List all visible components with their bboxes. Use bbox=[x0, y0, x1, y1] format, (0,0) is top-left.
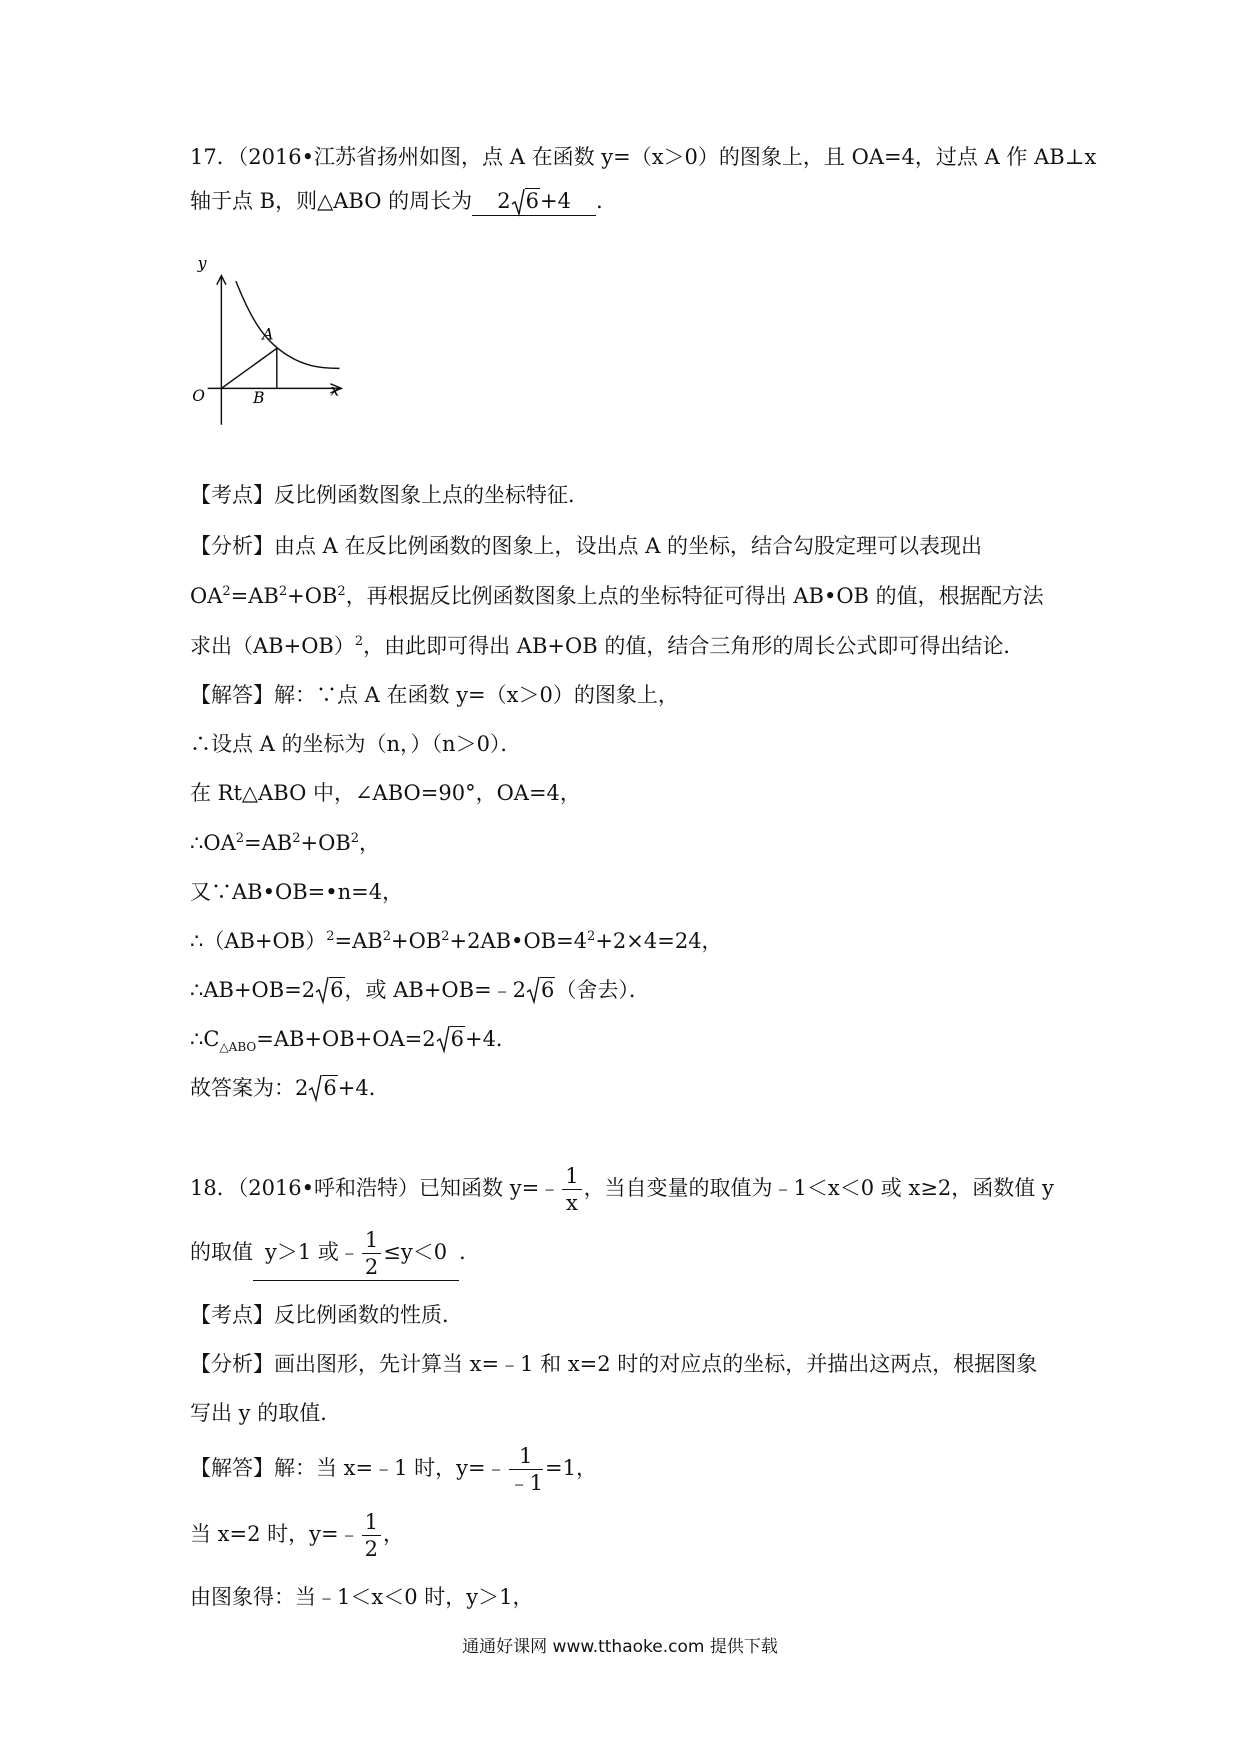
sqrt bbox=[526, 975, 555, 1005]
problem-17-jieda-line8 bbox=[190, 1024, 517, 1054]
answer-blank bbox=[472, 187, 596, 216]
denominator: x bbox=[565, 1191, 578, 1215]
fraction bbox=[562, 1163, 581, 1216]
point-b-label: B bbox=[253, 388, 265, 407]
numerator: 1 bbox=[562, 1163, 581, 1190]
text: ∴AB+OB=2 bbox=[190, 978, 316, 1002]
answer-constant: +4 bbox=[540, 189, 571, 213]
origin-label: O bbox=[192, 387, 205, 406]
sqrt bbox=[511, 187, 540, 215]
text: 的取值 bbox=[190, 1240, 253, 1264]
radicand: 6 bbox=[330, 978, 344, 1002]
text: ∴C bbox=[190, 1027, 220, 1051]
radicand: 6 bbox=[323, 1076, 337, 1100]
function-graph bbox=[185, 252, 385, 452]
sqrt bbox=[436, 1024, 465, 1054]
numerator: 1 bbox=[362, 1227, 381, 1254]
radical-sign-icon bbox=[526, 975, 540, 1005]
text: 当 x=2 时，y=﹣ bbox=[190, 1522, 360, 1546]
exponent: 2 bbox=[292, 831, 301, 846]
problem-18-fenxi-line2: 写出 y 的取值． bbox=[190, 1401, 342, 1425]
exponent: 2 bbox=[235, 831, 245, 846]
problem-17-fenxi-line2 bbox=[190, 581, 1044, 611]
text: =1， bbox=[544, 1456, 597, 1480]
point-a-label: A bbox=[262, 325, 274, 344]
text: ，再根据反比例函数图象上点的坐标特征可得出 AB•OB 的值，根据配方法 bbox=[345, 584, 1044, 608]
radicand: 6 bbox=[525, 189, 540, 213]
problem-17-jieda-line7 bbox=[190, 975, 650, 1005]
problem-17-jieda-line6 bbox=[190, 926, 723, 956]
text: ， bbox=[383, 1522, 404, 1546]
problem-17-jieda-line1: 【解答】解：∵点 A 在函数 y=（x＞0）的图象上， bbox=[190, 683, 679, 707]
text: ≤y＜0 bbox=[383, 1240, 448, 1264]
exponent: 2 bbox=[278, 584, 288, 599]
stem-text: 轴于点 B，则△ABO 的周长为 bbox=[190, 189, 473, 213]
segment-oa bbox=[221, 348, 276, 388]
subscript: △ABO bbox=[219, 1040, 257, 1054]
text: y＞1 或﹣ bbox=[265, 1240, 360, 1264]
x-axis-label: x bbox=[330, 381, 340, 400]
problem-17-jieda-line9 bbox=[190, 1073, 390, 1103]
denominator: 2 bbox=[364, 1255, 379, 1279]
text: ， bbox=[359, 831, 381, 855]
exponent: 2 bbox=[326, 929, 335, 944]
exponent: 2 bbox=[222, 584, 231, 599]
text: ，或 AB+OB=﹣2 bbox=[344, 978, 527, 1002]
text: +2AB•OB=4 bbox=[449, 929, 588, 953]
exponent: 2 bbox=[382, 929, 391, 944]
text: 故答案为：2 bbox=[190, 1076, 309, 1100]
exponent: 2 bbox=[350, 831, 360, 846]
numerator: 1 bbox=[509, 1443, 543, 1470]
y-axis-label: y bbox=[197, 254, 207, 273]
problem-17-kaodian: 【考点】反比例函数图象上点的坐标特征． bbox=[190, 483, 589, 507]
problem-18-fenxi-line1: 【分析】画出图形，先计算当 x=﹣1 和 x=2 时的对应点的坐标，并描出这两点，根据图象 bbox=[190, 1352, 1038, 1376]
text: 求出（AB+OB） bbox=[190, 634, 355, 658]
problem-18-stem-line1 bbox=[190, 1160, 1054, 1216]
text: ∴OA bbox=[190, 831, 236, 855]
problem-18-kaodian: 【考点】反比例函数的性质． bbox=[190, 1303, 463, 1327]
radical-sign-icon bbox=[308, 1073, 322, 1103]
exponent: 2 bbox=[441, 929, 450, 944]
problem-17-jieda-line3: 在 Rt△ABO 中，∠ABO=90°，OA=4， bbox=[190, 781, 581, 805]
sqrt bbox=[315, 975, 344, 1005]
exponent: 2 bbox=[354, 634, 364, 649]
exponent: 2 bbox=[337, 584, 346, 599]
text: （舍去）． bbox=[555, 978, 650, 1002]
text: 18．（2016•呼和浩特）已知函数 y=﹣ bbox=[190, 1176, 561, 1200]
text: =AB bbox=[244, 831, 293, 855]
text: +2×4=24， bbox=[595, 929, 723, 953]
numerator: 1 bbox=[362, 1509, 381, 1536]
stem-end: ． bbox=[596, 189, 618, 213]
problem-17-jieda-line2: ∴设点 A 的坐标为（n，）（n＞0）． bbox=[190, 732, 522, 756]
denominator: ﹣1 bbox=[508, 1471, 543, 1495]
problem-17-fenxi-line1: 【分析】由点 A 在反比例函数的图象上，设出点 A 的坐标，结合勾股定理可以表现出 bbox=[190, 534, 983, 558]
text: ，由此即可得出 AB+OB 的值，结合三角形的周长公式即可得出结论． bbox=[363, 634, 1025, 658]
text: +4． bbox=[337, 1076, 390, 1100]
text: =AB bbox=[230, 584, 279, 608]
problem-18-stem-line2 bbox=[190, 1224, 480, 1281]
sqrt bbox=[308, 1073, 337, 1103]
text: OA bbox=[190, 584, 223, 608]
problem-17-fenxi-line3 bbox=[190, 631, 1024, 661]
text: =AB bbox=[334, 929, 383, 953]
text: ，当自变量的取值为﹣1＜x＜0 或 x≥2，函数值 y bbox=[583, 1176, 1054, 1200]
denominator: 2 bbox=[364, 1537, 378, 1561]
problem-18-jieda-line3: 由图象得：当﹣1＜x＜0 时，y＞1， bbox=[190, 1585, 534, 1609]
text: +OB bbox=[287, 584, 338, 608]
text: +OB bbox=[300, 831, 351, 855]
answer-coefficient: 2 bbox=[497, 189, 511, 213]
radical-sign-icon bbox=[315, 975, 329, 1005]
footer-watermark: 通通好课网 www.tthaoke.com 提供下载 bbox=[462, 1637, 778, 1657]
text: 【解答】解：当 x=﹣1 时，y=﹣ bbox=[190, 1456, 507, 1480]
problem-17-jieda-line5: 又∵AB•OB=•n=4， bbox=[190, 880, 404, 904]
hyperbola-curve bbox=[236, 281, 340, 368]
radical-sign-icon bbox=[511, 187, 525, 217]
radicand: 6 bbox=[450, 1027, 464, 1051]
problem-18-jieda-line2 bbox=[190, 1506, 404, 1562]
problem-17-jieda-line4 bbox=[190, 828, 380, 858]
fraction bbox=[509, 1443, 543, 1496]
problem-18-jieda-line1 bbox=[190, 1440, 597, 1496]
fraction bbox=[362, 1509, 381, 1562]
answer-blank bbox=[253, 1227, 459, 1281]
radicand: 6 bbox=[541, 978, 555, 1002]
fraction bbox=[362, 1227, 381, 1280]
problem-17-stem-line1: 17．（2016•江苏省扬州如图，点 A 在函数 y=（x＞0）的图象上，且 OA=4，过点 A 作 AB⊥x bbox=[190, 145, 1097, 169]
text: ∴（AB+OB） bbox=[190, 929, 327, 953]
radical-sign-icon bbox=[436, 1024, 450, 1054]
exponent: 2 bbox=[587, 929, 596, 944]
text: +OB bbox=[390, 929, 442, 953]
problem-17-stem-line2 bbox=[190, 186, 617, 216]
text: +4． bbox=[464, 1027, 517, 1051]
text: ． bbox=[459, 1240, 481, 1264]
text: =AB+OB+OA=2 bbox=[256, 1027, 436, 1051]
